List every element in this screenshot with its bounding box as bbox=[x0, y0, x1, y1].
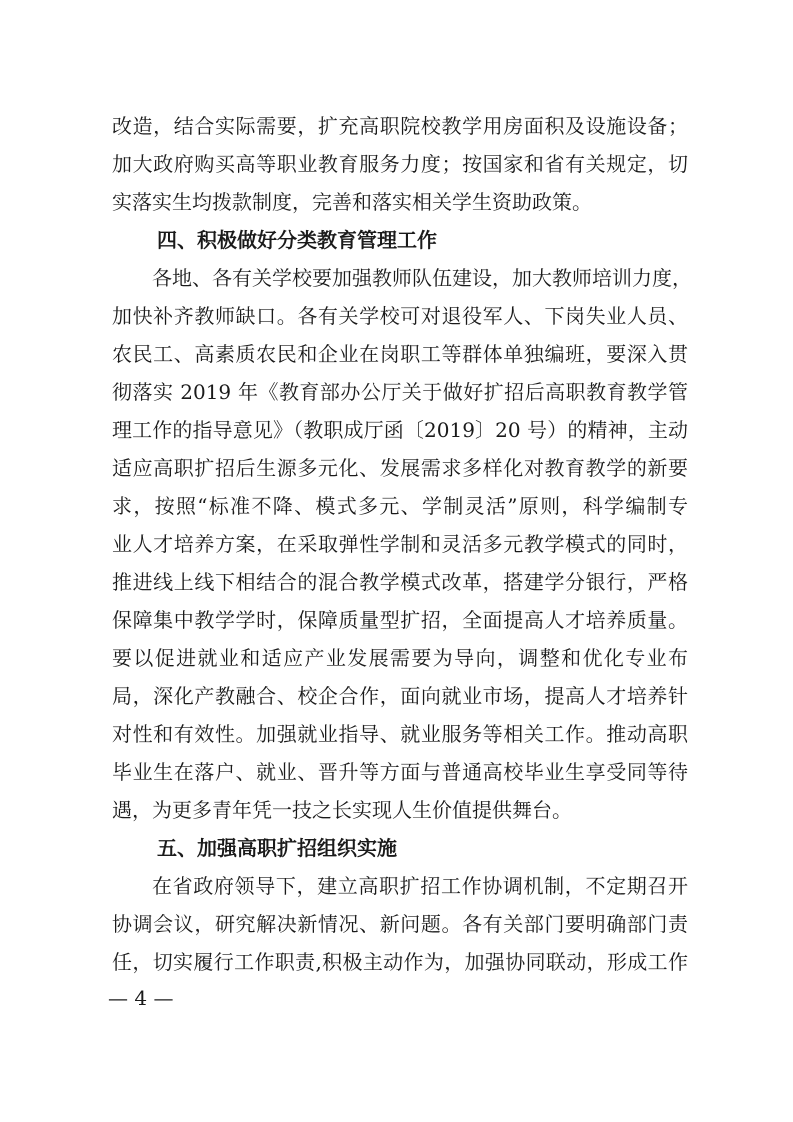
page-number: — 4 — bbox=[108, 986, 174, 1010]
body-line: 理工作的指导意见》（教职成厅函〔2019〕20 号）的精神，主动 bbox=[112, 418, 688, 442]
body-line: 毕业生在落户、就业、晋升等方面与普通高校毕业生享受同等待 bbox=[112, 760, 688, 784]
body-line: 彻落实 2019 年《教育部办公厅关于做好扩招后高职教育教学管 bbox=[112, 380, 688, 404]
body-line: 加大政府购买高等职业教育服务力度；按国家和省有关规定，切 bbox=[112, 152, 688, 176]
body-line: 适应高职扩招后生源多元化、发展需求多样化对教育教学的新要 bbox=[112, 456, 688, 480]
body-line: 遇，为更多青年凭一技之长实现人生价值提供舞台。 bbox=[112, 798, 572, 822]
body-line: 推进线上线下相结合的混合教学模式改革，搭建学分银行，严格 bbox=[112, 570, 688, 594]
body-line: 改造，结合实际需要，扩充高职院校教学用房面积及设施设备； bbox=[112, 114, 688, 138]
paragraph-first-line: 在省政府领导下，建立高职扩招工作协调机制，不定期召开 bbox=[152, 874, 688, 898]
body-line: 对性和有效性。加强就业指导、就业服务等相关工作。推动高职 bbox=[112, 722, 688, 746]
body-line: 协调会议，研究解决新情况、新问题。各有关部门要明确部门责 bbox=[112, 912, 688, 936]
section-heading: 五、加强高职扩招组织实施 bbox=[157, 836, 397, 860]
body-line: 业人才培养方案，在采取弹性学制和灵活多元教学模式的同时， bbox=[112, 532, 688, 556]
paragraph-first-line: 各地、各有关学校要加强教师队伍建设，加大教师培训力度， bbox=[152, 266, 692, 290]
body-line: 保障集中教学学时，保障质量型扩招，全面提高人才培养质量。 bbox=[112, 608, 688, 632]
body-line: 实落实生均拨款制度，完善和落实相关学生资助政策。 bbox=[112, 190, 592, 214]
section-heading: 四、积极做好分类教育管理工作 bbox=[157, 228, 437, 252]
body-line: 加快补齐教师缺口。各有关学校可对退役军人、下岗失业人员、 bbox=[112, 304, 688, 328]
body-line: 要以促进就业和适应产业发展需要为导向，调整和优化专业布 bbox=[112, 646, 688, 670]
body-line: 局，深化产教融合、校企合作，面向就业市场，提高人才培养针 bbox=[112, 684, 688, 708]
body-line: 求，按照“标准不降、模式多元、学制灵活”原则，科学编制专 bbox=[112, 494, 688, 518]
body-line: 农民工、高素质农民和企业在岗职工等群体单独编班，要深入贯 bbox=[112, 342, 688, 366]
body-line: 任，切实履行工作职责,积极主动作为，加强协同联动，形成工作 bbox=[112, 950, 688, 974]
